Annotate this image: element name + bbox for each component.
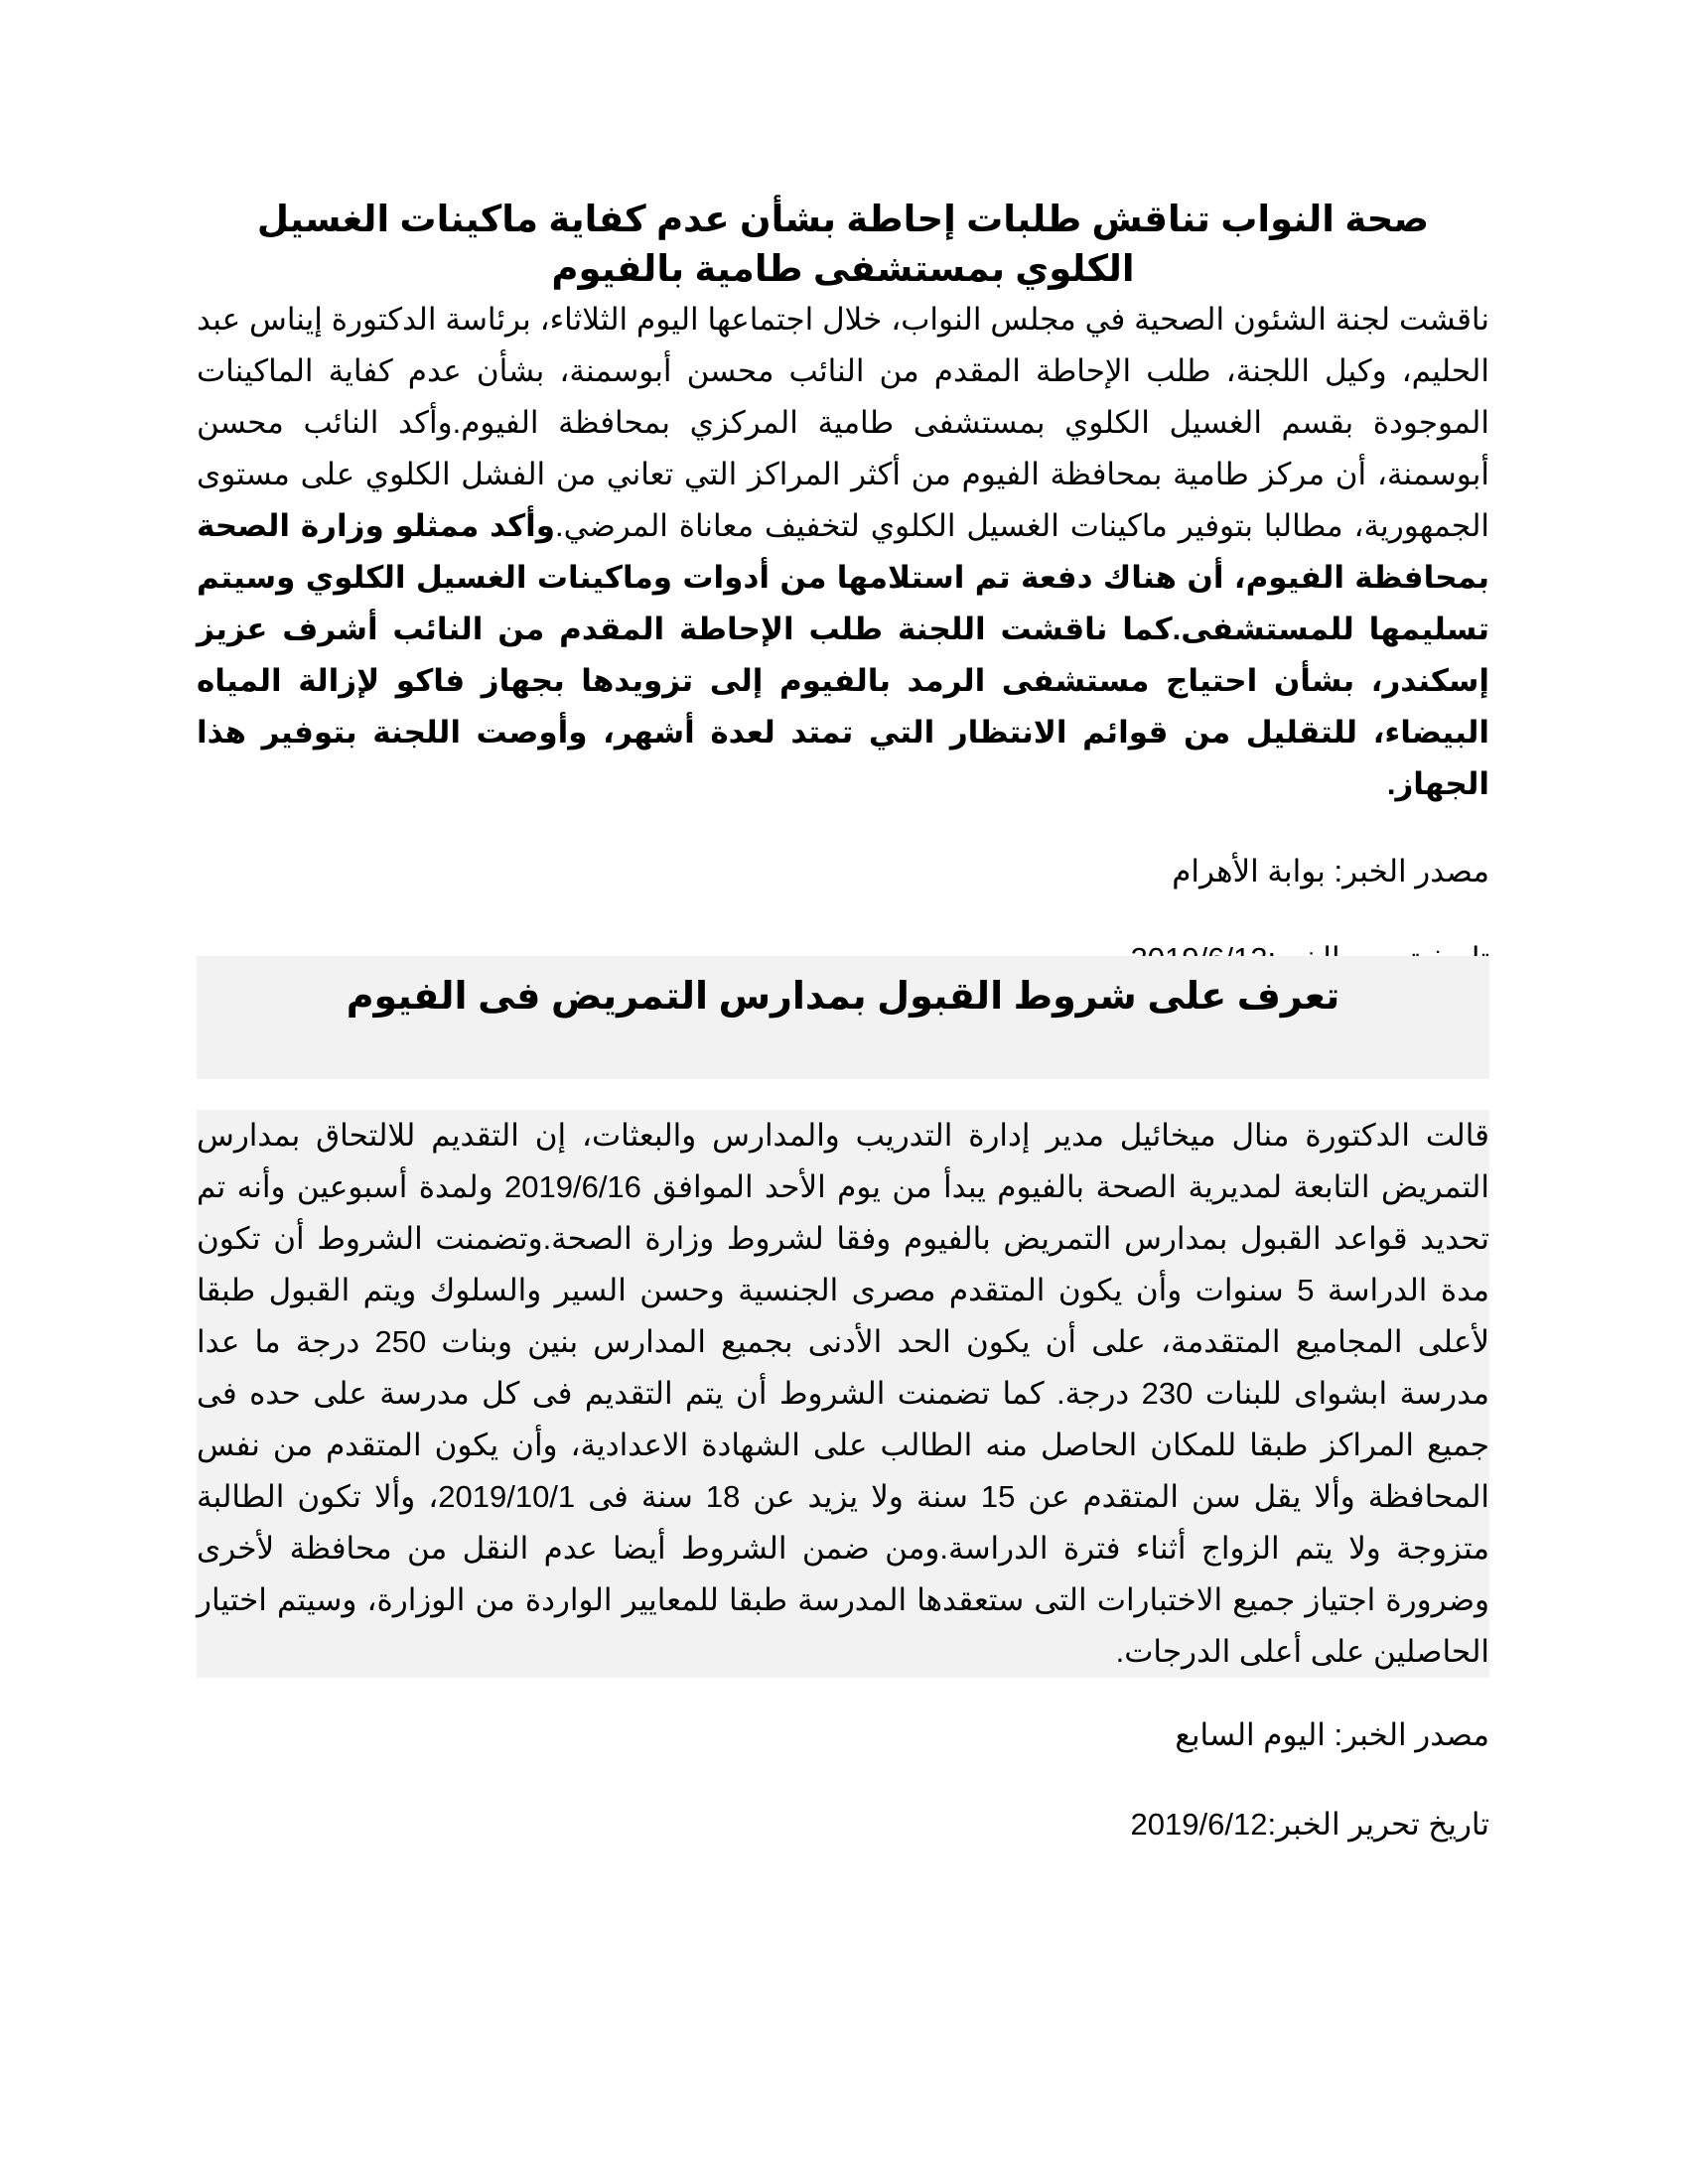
article-title: تعرف على شروط القبول بمدارس التمريض فى الفيوم	[346, 976, 1340, 1018]
article-body	[197, 294, 1489, 810]
article-date: تاريخ تحرير الخبر:2019/6/12	[1130, 1807, 1489, 1842]
article-source: مصدر الخبر: بوابة الأهرام	[1172, 854, 1489, 888]
article-body-bold: وأكد ممثلو وزارة الصحة بمحافظة الفيوم، أن هناك دفعة تم استلامها من أدوات وماكينات الغسيل الكلوي وسيتم تسليمها للمستشفى.كما ناقشت اللجنة طلب الإحاطة المقدم من النائب أشرف عزيز إسكندر، بشأن احتياج مستشفى الرمد بالفيوم إلى تزويدها بجهاز فاكو لإزالة المياه البيضاء، للتقليل من قوائم الانتظار التي تمتد لعدة أشهر، وأوصت اللجنة بتوفير هذا الجهاز.	[197, 508, 1489, 801]
article-title-band	[197, 956, 1489, 1079]
article-body: قالت الدكتورة منال ميخائيل مدير إدارة التدريب والمدارس والبعثات، إن التقديم للالتحاق بمدارس التمريض التابعة لمديرية الصحة بالفيوم يبدأ من يوم الأحد الموافق 2019/6/16 ولمدة أسبوعين وأنه تم تحديد قواعد القبول بمدارس التمريض بالفيوم وفقا لشروط وزارة الصحة.وتضمنت الشروط أن تكون مدة الدراسة 5 سنوات وأن يكون المتقدم مصرى الجنسية وحسن السير والسلوك ويتم القبول طبقا لأعلى المجاميع المتقدمة، على أن يكون الحد الأدنى بجميع المدارس بنين وبنات 250 درجة ما عدا مدرسة ابشواى للبنات 230 درجة. كما تضمنت الشروط أن يتم التقديم فى كل مدرسة على حده فى جميع المراكز طبقا للمكان الحاصل منه الطالب على الشهادة الاعدادية، وأن يكون المتقدم من نفس المحافظة وألا يقل سن المتقدم عن 15 سنة ولا يزيد عن 18 سنة فى 2019/10/1، وألا تكون الطالبة متزوجة ولا يتم الزواج أثناء فترة الدراسة.ومن ضمن الشروط أيضا عدم النقل من محافظة لأخرى وضرورة اجتياز جميع الاختبارات التى ستعقدها المدرسة طبقا للمعايير الواردة من الوزارة، وسيتم اختيار الحاصلين على أعلى الدرجات.	[197, 1110, 1489, 1678]
article-kidney-dialysis	[197, 195, 1489, 979]
article-nursing-schools	[197, 956, 1489, 1844]
article-title: صحة النواب تناقش طلبات إحاطة بشأن عدم كفاية ماكينات الغسيل الكلوي بمستشفى طامية بالفيوم	[256, 199, 1430, 289]
article-source: مصدر الخبر: اليوم السابع	[1175, 1717, 1489, 1752]
article-body-regular: ناقشت لجنة الشئون الصحية في مجلس النواب، خلال اجتماعها اليوم الثلاثاء، برئاسة الدكتورة إيناس عبد الحليم، وكيل اللجنة، طلب الإحاطة المقدم من النائب محسن أبوسمنة، بشأن عدم كفاية الماكينات الموجودة بقسم الغسيل الكلوي بمستشفى طامية المركزي بمحافظة الفيوم.وأكد النائب محسن أبوسمنة، أن مركز طامية بمحافظة الفيوم من أكثر المراكز التي تعاني من الفشل الكلوي على مستوى الجمهورية، مطالبا بتوفير ماكينات الغسيل الكلوي لتخفيف معاناة المرضي.	[197, 302, 1489, 543]
spacer	[197, 1079, 1489, 1110]
